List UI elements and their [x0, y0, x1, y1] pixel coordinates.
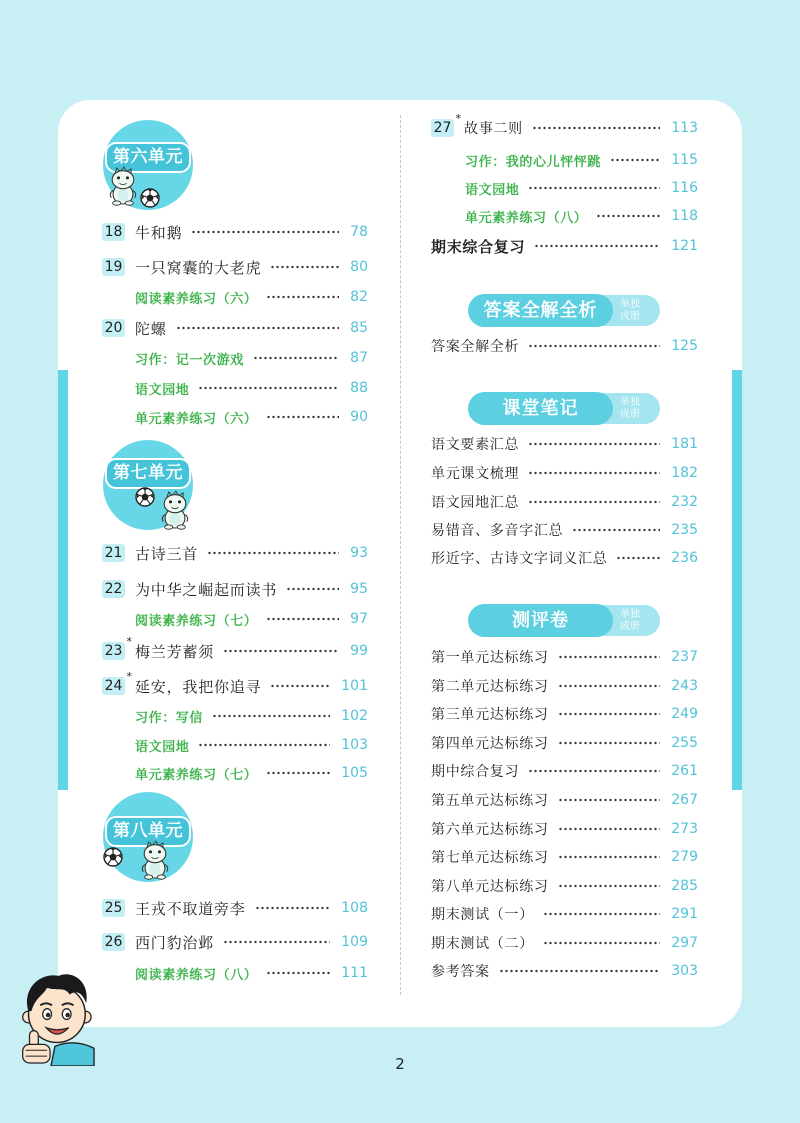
unit-badge-6 — [103, 120, 193, 210]
page-number: 85 — [350, 320, 368, 336]
toc-entry — [431, 519, 698, 541]
dinosaur-mascot-icon — [137, 840, 173, 880]
dot-leader — [198, 741, 330, 749]
page-number: 109 — [341, 934, 368, 950]
page-number: 232 — [671, 494, 698, 510]
page-number: 80 — [350, 259, 368, 275]
entry-title: 参考答案 — [431, 964, 490, 980]
page-number: 111 — [341, 965, 368, 981]
page-number: 273 — [671, 821, 698, 837]
dot-leader — [558, 825, 661, 833]
optional-lesson-star: * — [455, 112, 461, 125]
entry-title: 为中华之崛起而读书 — [135, 580, 278, 599]
toc-entry — [431, 932, 698, 954]
lesson-number-badge — [102, 580, 125, 598]
entry-title: 单元课文梳理 — [431, 466, 520, 482]
dot-leader — [266, 293, 339, 301]
toc-entry — [431, 547, 698, 569]
toc-entry-exercise — [431, 177, 698, 199]
lesson-number-badge — [102, 635, 132, 660]
toc-entry-exercise — [102, 962, 368, 984]
toc-entry-lesson — [431, 112, 698, 139]
optional-lesson-star: * — [126, 670, 132, 683]
toc-entry — [431, 491, 698, 513]
entry-title: 期末测试（一） — [431, 907, 534, 923]
toc-entry — [431, 433, 698, 455]
dot-leader — [558, 796, 661, 804]
page-number: 291 — [671, 906, 698, 922]
toc-entry — [431, 646, 698, 668]
dot-leader — [266, 769, 330, 777]
lesson-number: 24 — [104, 678, 123, 694]
lesson-number: 27 — [433, 120, 452, 136]
entry-title: 习作：我的心儿怦怦跳 — [465, 154, 602, 170]
unit-label: 第八单元 — [107, 818, 189, 845]
dot-leader — [191, 228, 339, 236]
entry-title: 故事二则 — [464, 121, 523, 137]
optional-lesson-star: * — [126, 635, 132, 648]
page-number: 237 — [671, 649, 698, 665]
unit-label: 第七单元 — [107, 460, 189, 487]
page-number: 93 — [350, 545, 368, 561]
toc-entry — [431, 675, 698, 697]
toc-entry — [431, 960, 698, 982]
toc-entry — [431, 846, 698, 868]
entry-title: 延安，我把你追寻 — [135, 677, 262, 696]
toc-entry — [431, 789, 698, 811]
toc-entry-final-review — [431, 235, 698, 257]
entry-title: 答案全解全析 — [431, 339, 520, 355]
entry-title: 语文园地 — [465, 182, 520, 198]
toc-entry — [431, 903, 698, 925]
page-number: 285 — [671, 878, 698, 894]
dot-leader — [558, 710, 661, 718]
page-number: 303 — [671, 963, 698, 979]
lesson-number-badge — [102, 899, 125, 917]
dot-leader — [528, 498, 660, 506]
dot-leader — [270, 682, 330, 690]
separate-volume-label: 单独成册 — [620, 299, 640, 322]
entry-title: 第七单元达标练习 — [431, 850, 549, 866]
page-number: 125 — [671, 338, 698, 354]
dot-leader — [223, 938, 330, 946]
entry-title: 形近字、古诗文字词义汇总 — [431, 551, 608, 567]
entry-title: 单元素养练习（八） — [465, 210, 588, 226]
toc-entry-exercise — [431, 205, 698, 227]
entry-title: 习作：记一次游戏 — [135, 352, 244, 368]
toc-entry-exercise — [102, 406, 368, 428]
dot-leader — [266, 413, 339, 421]
entry-title: 第六单元达标练习 — [431, 822, 549, 838]
dot-leader — [528, 440, 660, 448]
toc-entry-exercise — [102, 608, 368, 630]
entry-title: 一只窝囊的大老虎 — [135, 258, 262, 277]
toc-entry-lesson — [102, 221, 368, 243]
lesson-number: 22 — [104, 581, 123, 597]
toc-entry-exercise — [431, 149, 698, 171]
page-number: 297 — [671, 935, 698, 951]
dot-leader — [558, 682, 661, 690]
page-number: 116 — [671, 180, 698, 196]
page-number: 99 — [350, 643, 368, 659]
page-number: 255 — [671, 735, 698, 751]
page-number: 182 — [671, 465, 698, 481]
entry-title: 梅兰芳蓄须 — [135, 642, 215, 661]
page-number: 279 — [671, 849, 698, 865]
lesson-number: 18 — [104, 224, 123, 240]
page-number: 88 — [350, 380, 368, 396]
page-number: 108 — [341, 900, 368, 916]
page-number: 103 — [341, 737, 368, 753]
separate-volume-label: 单独成册 — [620, 397, 640, 420]
dot-leader — [176, 324, 340, 332]
toc-entry-exercise — [102, 734, 368, 756]
lesson-number-badge — [102, 223, 125, 241]
dot-leader — [558, 882, 661, 890]
entry-title: 第八单元达标练习 — [431, 879, 549, 895]
page-number: 267 — [671, 792, 698, 808]
toc-entry-exercise — [102, 347, 368, 369]
dot-leader — [528, 767, 660, 775]
entry-title: 西门豹治邺 — [135, 933, 215, 952]
toc-entry-lesson — [102, 256, 368, 278]
entry-title: 第四单元达标练习 — [431, 736, 549, 752]
page-number: 249 — [671, 706, 698, 722]
dot-leader — [558, 653, 661, 661]
entry-title: 期中综合复习 — [431, 764, 520, 780]
lesson-number-badge — [102, 933, 125, 951]
toc-entry-exercise — [102, 286, 368, 308]
entry-title: 易错音、多音字汇总 — [431, 523, 564, 539]
soccer-ball-icon — [103, 847, 123, 867]
page-number: 243 — [671, 678, 698, 694]
entry-title: 语文要素汇总 — [431, 437, 520, 453]
separate-volume-label: 单独成册 — [620, 609, 640, 632]
toc-entry — [431, 760, 698, 782]
dot-leader — [528, 469, 660, 477]
section-title: 答案全解全析 — [468, 294, 613, 327]
dinosaur-mascot-icon — [157, 490, 193, 530]
entry-title: 阅读素养练习（六） — [135, 291, 258, 307]
dot-leader — [528, 342, 660, 350]
toc-entry — [431, 818, 698, 840]
lesson-number: 26 — [104, 934, 123, 950]
dot-leader — [212, 712, 330, 720]
entry-title: 阅读素养练习（七） — [135, 613, 258, 629]
entry-title: 王戎不取道旁李 — [135, 899, 246, 918]
dot-leader — [286, 585, 339, 593]
section-banner-assessments — [468, 604, 663, 637]
toc-entry — [431, 462, 698, 484]
entry-title: 语文园地 — [135, 739, 190, 755]
lesson-number-badge — [102, 258, 125, 276]
page-number: 95 — [350, 581, 368, 597]
entry-title: 语文园地 — [135, 382, 190, 398]
page-number: 118 — [671, 208, 698, 224]
dot-leader — [266, 969, 330, 977]
toc-entry — [431, 703, 698, 725]
lesson-number-badge — [102, 670, 132, 695]
page-number: 87 — [350, 350, 368, 366]
dot-leader — [270, 263, 339, 271]
page-number: 82 — [350, 289, 368, 305]
toc-entry-exercise — [102, 705, 368, 727]
dot-leader — [543, 910, 660, 918]
toc-entry-exercise — [102, 377, 368, 399]
dot-leader — [207, 549, 339, 557]
dot-leader — [534, 242, 660, 250]
page-number-footer: 2 — [395, 1055, 405, 1073]
entry-title: 单元素养练习（六） — [135, 411, 258, 427]
soccer-ball-icon — [135, 487, 155, 507]
page-number: 101 — [341, 678, 368, 694]
lesson-number-badge — [431, 112, 461, 137]
page-number: 113 — [671, 120, 698, 136]
toc-entry — [431, 335, 698, 357]
section-title: 课堂笔记 — [468, 392, 613, 425]
section-banner-class-notes — [468, 392, 663, 425]
dot-leader — [596, 212, 660, 220]
dot-leader — [253, 354, 339, 362]
dot-leader — [543, 939, 660, 947]
entry-title: 陀螺 — [135, 319, 167, 338]
toc-entry-lesson — [102, 897, 368, 919]
section-title: 测评卷 — [468, 604, 613, 637]
entry-title: 期末综合复习 — [431, 237, 526, 256]
toc-entry-lesson — [102, 670, 368, 697]
toc-entry — [431, 875, 698, 897]
page-number: 78 — [350, 224, 368, 240]
entry-title: 阅读素养练习（八） — [135, 967, 258, 983]
lesson-number: 25 — [104, 900, 123, 916]
dot-leader — [572, 526, 660, 534]
lesson-number: 21 — [104, 545, 123, 561]
entry-title: 第三单元达标练习 — [431, 707, 549, 723]
entry-title: 期末测试（二） — [431, 936, 534, 952]
page-number: 261 — [671, 763, 698, 779]
toc-entry — [431, 732, 698, 754]
dot-leader — [198, 384, 339, 392]
entry-title: 语文园地汇总 — [431, 495, 520, 511]
dot-leader — [255, 904, 331, 912]
toc-entry-exercise — [102, 762, 368, 784]
entry-title: 第二单元达标练习 — [431, 679, 549, 695]
dot-leader — [223, 647, 339, 655]
page-number: 115 — [671, 152, 698, 168]
page-number: 121 — [671, 238, 698, 254]
soccer-ball-icon — [140, 188, 160, 208]
lesson-number: 23 — [104, 643, 123, 659]
boy-thumbs-up-icon — [8, 968, 96, 1066]
dot-leader — [532, 124, 660, 132]
lesson-number-badge — [102, 319, 125, 337]
entry-title: 第一单元达标练习 — [431, 650, 549, 666]
lesson-number: 19 — [104, 259, 123, 275]
page-number: 97 — [350, 611, 368, 627]
dot-leader — [558, 853, 661, 861]
page-number: 236 — [671, 550, 698, 566]
section-banner-answers — [468, 294, 663, 327]
lesson-number: 20 — [104, 320, 123, 336]
unit-badge-7 — [103, 440, 193, 530]
entry-title: 单元素养练习（七） — [135, 767, 258, 783]
toc-entry-lesson — [102, 635, 368, 662]
right-edge-strip — [732, 370, 742, 790]
dot-leader — [266, 615, 339, 623]
dot-leader — [499, 967, 660, 975]
lesson-number-badge — [102, 544, 125, 562]
page-number: 90 — [350, 409, 368, 425]
dinosaur-mascot-icon — [105, 166, 141, 206]
toc-entry-lesson — [102, 317, 368, 339]
unit-label: 第六单元 — [107, 144, 189, 171]
entry-title: 古诗三首 — [135, 544, 199, 563]
dot-leader — [616, 554, 660, 562]
column-divider — [400, 115, 401, 995]
toc-entry-lesson — [102, 542, 368, 564]
dot-leader — [610, 156, 660, 164]
toc-entry-lesson — [102, 931, 368, 953]
unit-badge-8 — [103, 792, 193, 882]
entry-title: 习作：写信 — [135, 710, 204, 726]
page-number: 235 — [671, 522, 698, 538]
left-edge-strip — [58, 370, 68, 790]
toc-entry-lesson — [102, 578, 368, 600]
dot-leader — [558, 739, 661, 747]
page-number: 105 — [341, 765, 368, 781]
entry-title: 牛和鹅 — [135, 223, 183, 242]
page-number: 102 — [341, 708, 368, 724]
page-number: 181 — [671, 436, 698, 452]
entry-title: 第五单元达标练习 — [431, 793, 549, 809]
dot-leader — [528, 184, 660, 192]
